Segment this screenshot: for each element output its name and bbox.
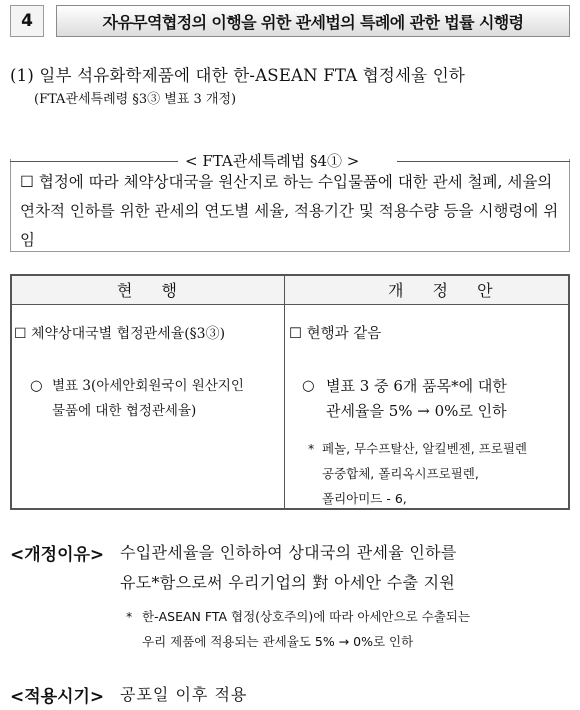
proposal-note-line3: 폴리아미드 - 6,	[322, 491, 407, 506]
proposal-note-line2: 공중합체, 폴리옥시프로필렌,	[322, 466, 479, 481]
section-title: 자유무역협정의 이행을 위한 관세법의 특례에 관한 법률 시행령	[56, 5, 570, 37]
reason-note-line1: 한-ASEAN FTA 협정(상호주의)에 따라 아세안으로 수출되는	[142, 609, 471, 624]
section-number-badge: 4	[10, 5, 44, 37]
proposal-item-line1: 별표 3 중 6개 품목*에 대한	[326, 377, 507, 395]
column-header-current: 현 행	[117, 281, 189, 300]
current-item-line1: 별표 3(아세안회원국이 원산지인	[52, 378, 244, 394]
proposal-note-line1: 페놀, 무수프탈산, 알킬벤젠, 프로필렌	[322, 441, 527, 456]
checkbox-icon: ☐	[20, 173, 34, 191]
reason-label: <개정이유>	[10, 545, 105, 565]
table-column-divider	[284, 276, 285, 508]
column-header-proposal: 개 정 안	[388, 281, 505, 300]
law-label-rule-left	[10, 161, 178, 162]
item-subheading: (FTA관세특례령 §3③ 별표 3 개정)	[34, 92, 237, 107]
reason-line1: 수입관세율을 인하하여 상대국의 관세율 인하를	[120, 543, 457, 562]
note-asterisk: *	[126, 609, 133, 624]
bullet-icon: ○	[302, 378, 315, 394]
reason-line2: 유도*함으로써 우리기업의 對 아세안 수출 지원	[120, 573, 456, 592]
note-asterisk: *	[308, 441, 315, 456]
law-label-rule-right	[397, 161, 570, 162]
item-heading: (1) 일부 석유화학제품에 대한 한-ASEAN FTA 협정세율 인하	[10, 66, 466, 85]
effective-text: 공포일 이후 적용	[120, 685, 248, 704]
effective-label: <적용시기>	[10, 687, 105, 707]
reason-note-line2: 우리 제품에 적용되는 관세율도 5% → 0%로 인하	[142, 634, 414, 649]
law-reference-label: < FTA관세특례법 §4① >	[185, 152, 360, 170]
law-quote-text	[20, 168, 566, 255]
current-heading: ☐ 체약상대국별 협정관세율(§3③)	[14, 326, 226, 342]
reason-text	[120, 538, 575, 598]
bullet-icon: ○	[30, 378, 43, 394]
law-quote-body: 협정에 따라 체약상대국을 원산지로 하는 수입물품에 대한 관세 철폐, 세율의 연차적 인하를 위한 관세의 연도별 세율, 적용기간 및 적용수량 등을 시행령에 위임	[20, 173, 559, 249]
current-item-line2: 물품에 대한 협정관세율)	[52, 403, 197, 419]
proposal-item-line2: 관세율을 5% → 0%로 인하	[326, 402, 507, 420]
proposal-heading: ☐ 현행과 같음	[289, 326, 382, 342]
